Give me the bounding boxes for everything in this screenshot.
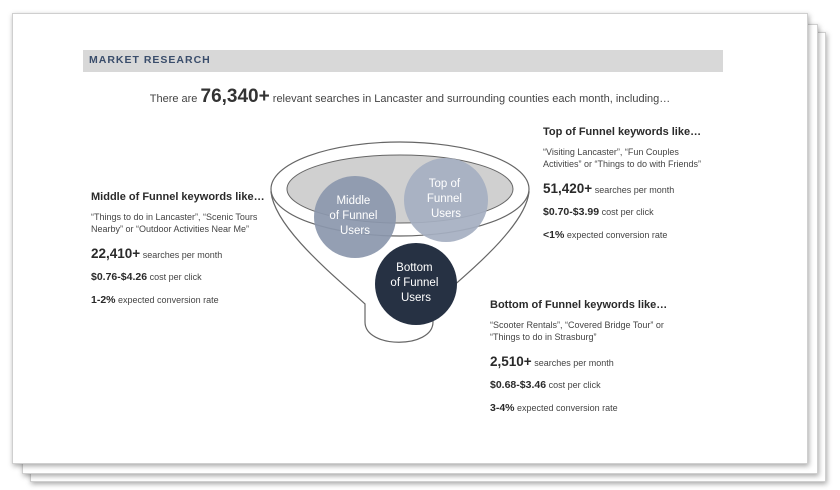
top-label-line: Users xyxy=(430,208,462,220)
cpc-value: $0.68-$3.46 xyxy=(490,379,547,392)
middle-label-line: of Funnel xyxy=(329,210,378,222)
searches-label: searches per month xyxy=(142,249,223,260)
searches-value: 2,510+ xyxy=(490,353,532,369)
bottom-funnel-keywords xyxy=(490,298,690,425)
keyword-examples: “Scooter Rentals”, “Covered Bridge Tour” or “Things to do in Strasburg” xyxy=(490,320,664,342)
top-label-line: Funnel xyxy=(426,193,462,205)
middle-label-line: Users xyxy=(339,225,371,237)
headline-number: 76,340+ xyxy=(200,86,270,107)
keyword-examples: “Visiting Lancaster”, “Fun Couples Activities” or “Things to do with Friends” xyxy=(543,147,702,169)
cpc-label: cost per click xyxy=(601,207,654,218)
conversion-stat xyxy=(543,229,718,243)
middle-funnel-keywords xyxy=(91,190,266,317)
conversion-label: expected conversion rate xyxy=(118,294,219,305)
section-title: MARKET RESEARCH xyxy=(89,54,211,66)
searches-label: searches per month xyxy=(594,184,675,195)
keyword-block-title: Middle of Funnel keywords like… xyxy=(91,191,265,203)
searches-stat xyxy=(490,353,690,371)
cpc-label: cost per click xyxy=(548,380,601,391)
keyword-block-title: Top of Funnel keywords like… xyxy=(543,126,702,138)
slide-page xyxy=(12,13,808,464)
searches-stat xyxy=(543,180,718,198)
searches-value: 22,410+ xyxy=(91,245,141,261)
conversion-value: 3-4% xyxy=(490,401,515,414)
cpc-stat xyxy=(543,206,718,220)
cpc-stat xyxy=(490,379,690,393)
bottom-label-line: Users xyxy=(400,292,432,304)
conversion-stat xyxy=(490,402,690,416)
top-funnel-label xyxy=(427,178,465,220)
bottom-label-line: of Funnel xyxy=(390,277,439,289)
bottom-label-line: Bottom xyxy=(396,262,433,274)
conversion-value: 1-2% xyxy=(91,293,116,306)
searches-stat xyxy=(91,245,266,263)
top-funnel-keywords xyxy=(543,125,718,252)
cpc-value: $0.70-$3.99 xyxy=(543,206,600,219)
keyword-block-title: Bottom of Funnel keywords like… xyxy=(490,299,668,311)
searches-value: 51,420+ xyxy=(543,180,593,196)
conversion-label: expected conversion rate xyxy=(517,402,618,413)
searches-label: searches per month xyxy=(534,357,614,368)
cpc-label: cost per click xyxy=(149,272,202,283)
conversion-stat xyxy=(91,294,266,308)
keyword-examples: “Things to do in Lancaster”, “Scenic Tours Nearby” or “Outdoor Activities Near Me” xyxy=(91,212,258,234)
conversion-label: expected conversion rate xyxy=(566,229,668,240)
cpc-value: $0.76-$4.26 xyxy=(91,271,148,284)
cpc-stat xyxy=(91,271,266,285)
middle-label-line: Middle xyxy=(336,195,371,207)
headline-prefix: There are xyxy=(149,93,198,105)
top-label-line: Top of xyxy=(428,178,461,190)
conversion-value: <1% xyxy=(543,228,565,241)
headline-suffix: relevant searches in Lancaster and surrounding counties each month, including… xyxy=(272,93,671,105)
